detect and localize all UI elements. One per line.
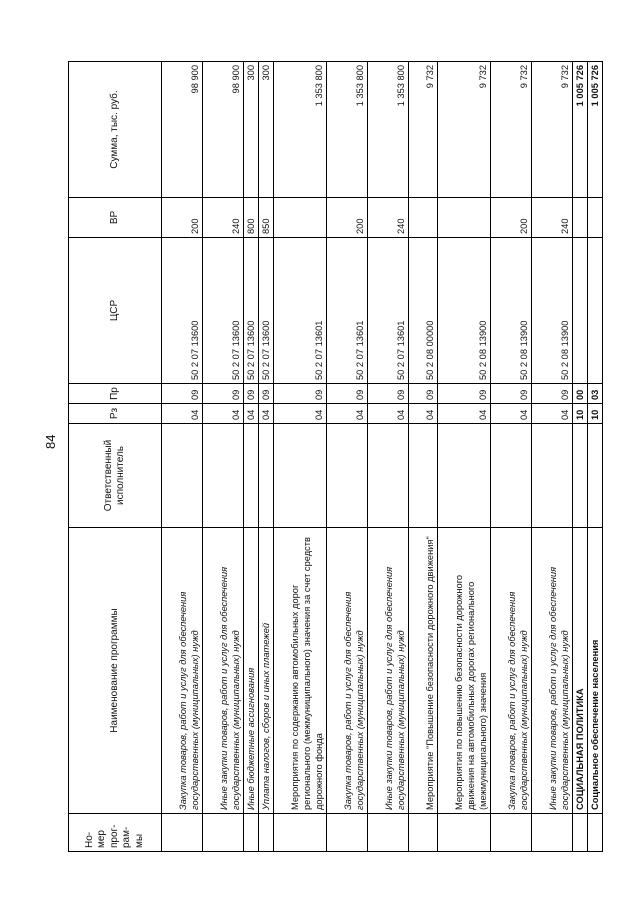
cell-sum: 1 353 800: [327, 62, 368, 198]
table-row: [368, 62, 409, 852]
cell-sum: 9 732: [491, 62, 532, 198]
cell-csr: 50 2 08 13900: [491, 238, 532, 384]
cell-pr: 09: [244, 384, 259, 404]
cell-program-number: [532, 814, 573, 852]
cell-sum: 9 732: [409, 62, 438, 198]
cell-csr: 50 2 07 13601: [368, 238, 409, 384]
cell-program-number: [409, 814, 438, 852]
table-row: [532, 62, 573, 852]
cell-program-number: [274, 814, 327, 852]
cell-sum: 1 353 800: [368, 62, 409, 198]
cell-program-name: Мероприятия по содержанию автомобильных дорог регионального (межмуниципального) значения за счет средств дорожного фонда: [274, 528, 327, 814]
page-number: 84: [43, 434, 58, 449]
cell-rz: 04: [244, 404, 259, 424]
cell-rz: 04: [274, 404, 327, 424]
cell-csr: 50 2 08 13900: [438, 238, 491, 384]
cell-executor: [368, 424, 409, 528]
cell-rz: 10: [573, 404, 588, 424]
cell-vr: 240: [203, 198, 244, 238]
cell-pr: 00: [573, 384, 588, 404]
cell-executor: [491, 424, 532, 528]
cell-sum: 98 900: [203, 62, 244, 198]
cell-program-name: Закупка товаров, работ и услуг для обеспечения государственных (муниципальных) нужд: [491, 528, 532, 814]
table-row: [244, 62, 259, 852]
cell-program-name: Иные бюджетные ассигнования: [244, 528, 259, 814]
cell-executor: [327, 424, 368, 528]
cell-program-number: [588, 814, 603, 852]
cell-csr: 50 2 07 13600: [244, 238, 259, 384]
cell-pr: 09: [259, 384, 274, 404]
cell-program-name: Мероприятие "Повышение безопасности дорожного движения": [409, 528, 438, 814]
cell-executor: [162, 424, 203, 528]
table-row: [588, 62, 603, 852]
cell-vr: 200: [327, 198, 368, 238]
cell-program-name: Уплата налогов, сборов и иных платежей: [259, 528, 274, 814]
cell-rz: 04: [259, 404, 274, 424]
cell-vr: [274, 198, 327, 238]
cell-program-name: Мероприятия по повышению безопасности дорожного движения на автомобильных дорогах регионального (межмуниципального) значения: [438, 528, 491, 814]
cell-sum: 1 005 726: [588, 62, 603, 198]
cell-vr: 240: [368, 198, 409, 238]
cell-vr: [573, 198, 588, 238]
header-rz: Рз: [69, 404, 162, 424]
header-executor: Ответственный исполнитель: [69, 424, 162, 528]
cell-vr: 850: [259, 198, 274, 238]
cell-pr: 09: [203, 384, 244, 404]
cell-csr: 50 2 08 13900: [532, 238, 573, 384]
cell-pr: 09: [491, 384, 532, 404]
cell-program-number: [327, 814, 368, 852]
cell-executor: [259, 424, 274, 528]
cell-executor: [532, 424, 573, 528]
cell-program-number: [203, 814, 244, 852]
cell-vr: 240: [532, 198, 573, 238]
cell-sum: 300: [259, 62, 274, 198]
header-row: [69, 62, 162, 852]
cell-sum: 9 732: [438, 62, 491, 198]
rotated-table-container: [68, 62, 601, 852]
table-row: [327, 62, 368, 852]
cell-vr: [409, 198, 438, 238]
cell-program-number: [162, 814, 203, 852]
cell-executor: [573, 424, 588, 528]
cell-executor: [409, 424, 438, 528]
header-csr: ЦСР: [69, 238, 162, 384]
cell-csr: 50 2 07 13600: [203, 238, 244, 384]
cell-rz: 10: [588, 404, 603, 424]
cell-executor: [274, 424, 327, 528]
cell-pr: 09: [409, 384, 438, 404]
cell-program-name: Иные закупки товаров, работ и услуг для обеспечения государственных (муниципальных) нужд: [203, 528, 244, 814]
cell-pr: 09: [438, 384, 491, 404]
table-row: [203, 62, 244, 852]
cell-pr: 09: [327, 384, 368, 404]
cell-executor: [438, 424, 491, 528]
cell-program-name: Закупка товаров, работ и услуг для обеспечения государственных (муниципальных) нужд: [162, 528, 203, 814]
cell-sum: 9 732: [532, 62, 573, 198]
cell-executor: [203, 424, 244, 528]
cell-csr: 50 2 07 13601: [274, 238, 327, 384]
cell-csr: 50 2 07 13600: [162, 238, 203, 384]
table-row: [162, 62, 203, 852]
cell-program-name: Социальное обеспечение населения: [588, 528, 603, 814]
cell-vr: 200: [162, 198, 203, 238]
cell-csr: 50 2 07 13600: [259, 238, 274, 384]
cell-program-number: [368, 814, 409, 852]
cell-vr: 800: [244, 198, 259, 238]
cell-pr: 09: [162, 384, 203, 404]
cell-pr: 09: [274, 384, 327, 404]
cell-program-number: [438, 814, 491, 852]
cell-pr: 09: [532, 384, 573, 404]
cell-program-name: СОЦИАЛЬНАЯ ПОЛИТИКА: [573, 528, 588, 814]
cell-executor: [244, 424, 259, 528]
table-row: [259, 62, 274, 852]
cell-executor: [588, 424, 603, 528]
cell-program-name: Иные закупки товаров, работ и услуг для обеспечения государственных (муниципальных) нужд: [368, 528, 409, 814]
cell-csr: 50 2 08 00000: [409, 238, 438, 384]
cell-rz: 04: [203, 404, 244, 424]
cell-rz: 04: [491, 404, 532, 424]
header-pr: Пр: [69, 384, 162, 404]
cell-pr: 09: [368, 384, 409, 404]
cell-csr: 50 2 07 13601: [327, 238, 368, 384]
header-program-name: Наименование программы: [69, 528, 162, 814]
cell-vr: 200: [491, 198, 532, 238]
table-row: [438, 62, 491, 852]
cell-rz: 04: [368, 404, 409, 424]
cell-rz: 04: [438, 404, 491, 424]
cell-vr: [588, 198, 603, 238]
cell-program-number: [573, 814, 588, 852]
table-body: [162, 62, 603, 852]
header-vr: ВР: [69, 198, 162, 238]
table-row: [409, 62, 438, 852]
cell-rz: 04: [327, 404, 368, 424]
cell-rz: 04: [409, 404, 438, 424]
cell-pr: 03: [588, 384, 603, 404]
table-row: [274, 62, 327, 852]
cell-csr: [573, 238, 588, 384]
table-row: [573, 62, 588, 852]
cell-vr: [438, 198, 491, 238]
cell-program-number: [491, 814, 532, 852]
header-program-number: Но-мер прог-рам-мы: [69, 814, 162, 852]
cell-sum: 1 005 726: [573, 62, 588, 198]
cell-program-name: Иные закупки товаров, работ и услуг для обеспечения государственных (муниципальных) нужд: [532, 528, 573, 814]
cell-sum: 98 900: [162, 62, 203, 198]
cell-program-name: Закупка товаров, работ и услуг для обеспечения государственных (муниципальных) нужд: [327, 528, 368, 814]
cell-csr: [588, 238, 603, 384]
table-row: [491, 62, 532, 852]
cell-sum: 1 353 800: [274, 62, 327, 198]
cell-rz: 04: [532, 404, 573, 424]
cell-sum: 300: [244, 62, 259, 198]
budget-table: [68, 61, 603, 852]
cell-program-number: [259, 814, 274, 852]
cell-rz: 04: [162, 404, 203, 424]
cell-program-number: [244, 814, 259, 852]
header-sum: Сумма, тыс. руб.: [69, 62, 162, 198]
